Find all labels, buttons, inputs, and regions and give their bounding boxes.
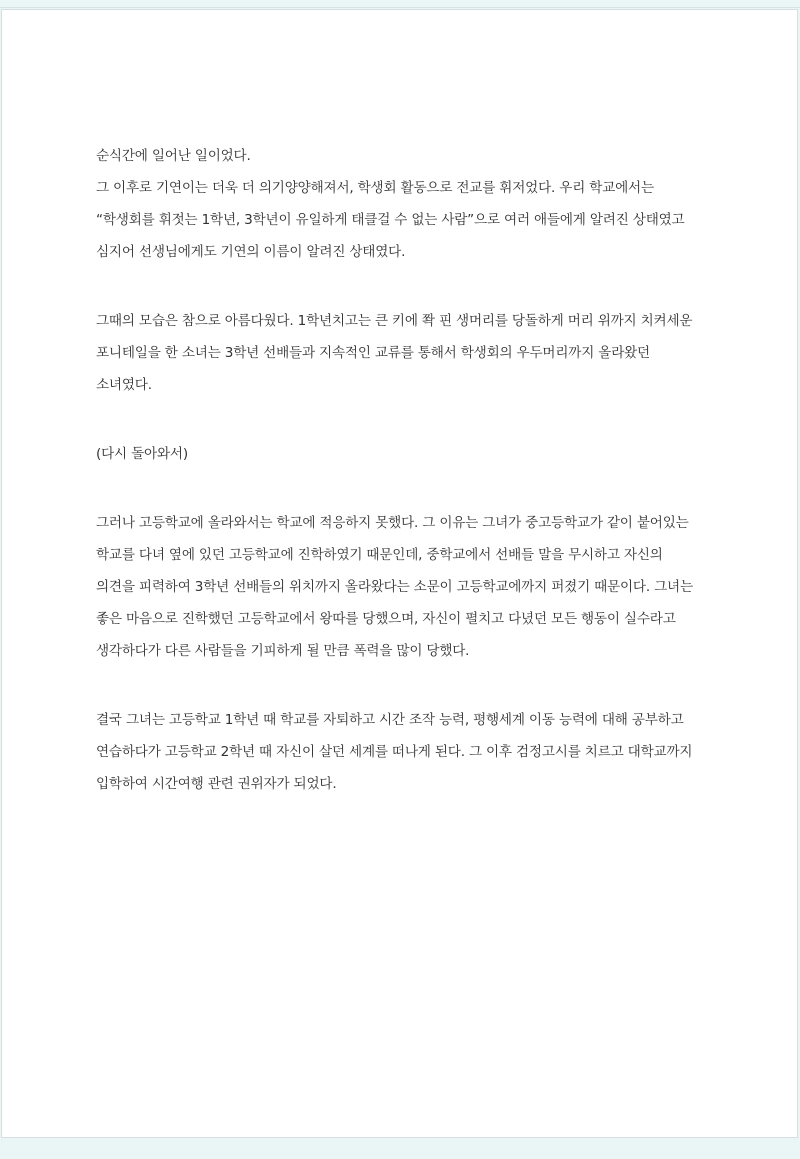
paragraph-gap xyxy=(96,470,716,507)
paragraph-gap xyxy=(96,268,716,305)
text-line: 포니테일을 한 소녀는 3학년 선배들과 지속적인 교류를 통해서 학생회의 우두머리까지 올라왔던 xyxy=(96,345,650,361)
paragraph-gap xyxy=(96,667,716,704)
text-line: “학생회를 휘젓는 1학년, 3학년이 유일하게 태클걸 수 없는 사람”으로 여러 애들에게 알려진 상태였고 xyxy=(96,212,685,228)
text-line: 그때의 모습은 참으로 아름다웠다. 1학년치고는 큰 키에 쫙 핀 생머리를 당돌하게 머리 위까지 치켜세운 xyxy=(96,313,693,329)
text-line: (다시 돌아와서) xyxy=(96,446,188,462)
text-line: 심지어 선생님에게도 기연의 이름이 알려진 상태였다. xyxy=(96,244,406,260)
bottom-bar xyxy=(0,1140,800,1159)
paragraph xyxy=(96,438,716,470)
text-line: 학교를 다녀 옆에 있던 고등학교에 진학하였기 때문인데, 중학교에서 선배들 말을 무시하고 자신의 xyxy=(96,547,663,563)
paragraph xyxy=(96,704,716,800)
text-line: 그 이후로 기연이는 더욱 더 의기양양해져서, 학생회 활동으로 전교를 휘저었다. 우리 학교에서는 xyxy=(96,180,654,196)
text-line: 연습하다가 고등학교 2학년 때 자신이 살던 세계를 떠나게 된다. 그 이후 검정고시를 치르고 대학교까지 xyxy=(96,744,693,760)
paragraph xyxy=(96,507,716,667)
text-line: 의견을 피력하여 3학년 선배들의 위치까지 올라왔다는 소문이 고등학교에까지 퍼졌기 때문이다. 그녀는 xyxy=(96,579,693,595)
text-line: 그러나 고등학교에 올라와서는 학교에 적응하지 못했다. 그 이유는 그녀가 중고등학교가 같이 붙어있는 xyxy=(96,515,689,531)
text-line: 생각하다가 다른 사람들을 기피하게 될 만큼 폭력을 많이 당했다. xyxy=(96,643,470,659)
text-line: 결국 그녀는 고등학교 1학년 때 학교를 자퇴하고 시간 조작 능력, 평행세계 이동 능력에 대해 공부하고 xyxy=(96,712,684,728)
top-strip xyxy=(0,0,800,8)
paragraph xyxy=(96,305,716,401)
text-line: 소녀였다. xyxy=(96,377,152,393)
document-body xyxy=(96,140,716,800)
paragraph-gap xyxy=(96,401,716,438)
text-line: 입학하여 시간여행 관련 권위자가 되었다. xyxy=(96,776,337,792)
text-line: 순식간에 일어난 일이었다. xyxy=(96,148,251,164)
paragraph xyxy=(96,140,716,268)
text-line: 좋은 마음으로 진학했던 고등학교에서 왕따를 당했으며, 자신이 펼치고 다녔던 모든 행동이 실수라고 xyxy=(96,611,676,627)
